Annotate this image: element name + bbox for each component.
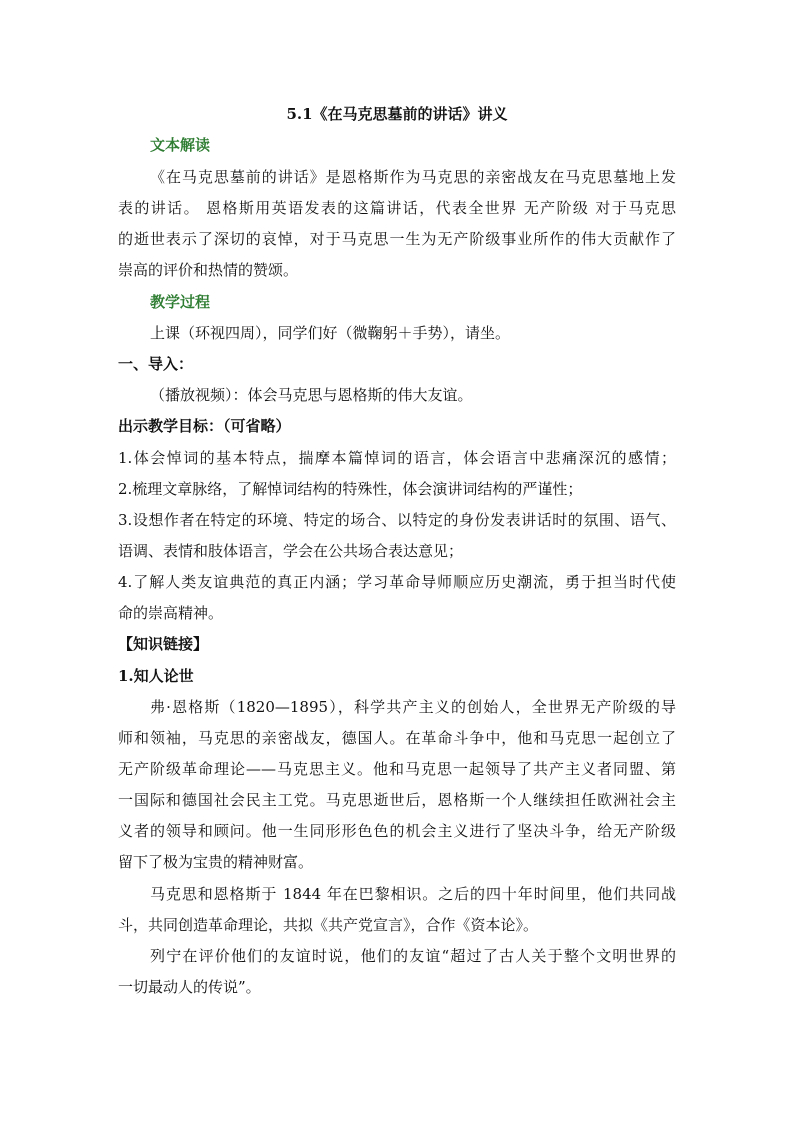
goal-line-1: 1.体会悼词的基本特点，揣摩本篇悼词的语言，体会语言中悲痛深沉的感情； (118, 449, 676, 467)
intro-line-4: 崇高的评价和热情的赞颂。 (118, 261, 299, 279)
engels-line-2: 师和领袖，马克思的亲密战友，德国人。在革命斗争中，他和马克思一起创立了 (118, 729, 676, 747)
class-start-text: 上课（环视四周），同学们好（微鞠躬＋手势），请坐。 (150, 324, 511, 342)
lenin-line-1: 列宁在评价他们的友谊时说，他们的友谊“超过了古人关于整个文明世界的 (150, 947, 676, 965)
intro-line-1: 《在马克思墓前的讲话》是恩格斯作为马克思的亲密战友在马克思墓地上发 (150, 168, 676, 186)
goal-line-6: 命的崇高精神。 (118, 604, 224, 622)
lenin-line-2: 一切最动人的传说”。 (118, 978, 261, 996)
engels-line-5: 义者的领导和顾问。他一生同形形色色的机会主义进行了坚决斗争，给无产阶级 (118, 822, 676, 840)
goal-line-3: 3.设想作者在特定的环境、特定的场合、以特定的身份发表讲话时的氛围、语气、 (118, 511, 676, 529)
paris-line-2: 斗，共同创造革命理论，共拟《共产党宣言》，合作《资本论》。 (118, 916, 539, 934)
goal-line-4: 语调、表情和肢体语言，学会在公共场合表达意见； (118, 542, 464, 560)
lead-in-heading: 一、导入： (118, 355, 194, 373)
intro-line-3: 的逝世表示了深切的哀悼，对于马克思一生为无产阶级事业所作的伟大贡献作了 (118, 230, 676, 248)
paris-line-1: 马克思和恩格斯于 1844 年在巴黎相识。之后的四十年时间里，他们共同战 (150, 885, 676, 903)
intro-line-2: 表的讲话。 恩格斯用英语发表的这篇讲话，代表全世界 无产阶级 对于马克思 (118, 199, 676, 217)
document-title: 5.1《在马克思墓前的讲话》讲义 (286, 105, 508, 123)
know-person-heading: 1.知人论世 (118, 667, 194, 685)
goal-line-5: 4.了解人类友谊典范的真正内涵；学习革命导师顺应历史潮流，勇于担当时代使 (118, 573, 676, 591)
engels-line-6: 留下了极为宝贵的精神财富。 (118, 853, 314, 871)
knowledge-link-heading: 【知识链接】 (118, 635, 209, 653)
section-heading-teaching-process: 教学过程 (150, 293, 211, 311)
section-heading-text-reading: 文本解读 (150, 136, 211, 154)
engels-line-1: 弗·恩格斯（1820—1895），科学共产主义的创始人，全世界无产阶级的导 (150, 698, 676, 716)
engels-line-3: 无产阶级革命理论——马克思主义。他和马克思一起领导了共产主义者同盟、第 (118, 760, 676, 778)
goals-heading: 出示教学目标：（可省略） (118, 417, 291, 435)
engels-line-4: 一国际和德国社会民主工党。马克思逝世后，恩格斯一个人继续担任欧洲社会主 (118, 791, 676, 809)
lead-in-text: （播放视频）：体会马克思与恩格斯的伟大友谊。 (150, 386, 473, 404)
goal-line-2: 2.梳理文章脉络，了解悼词结构的特殊性，体会演讲词结构的严谨性； (118, 480, 583, 498)
